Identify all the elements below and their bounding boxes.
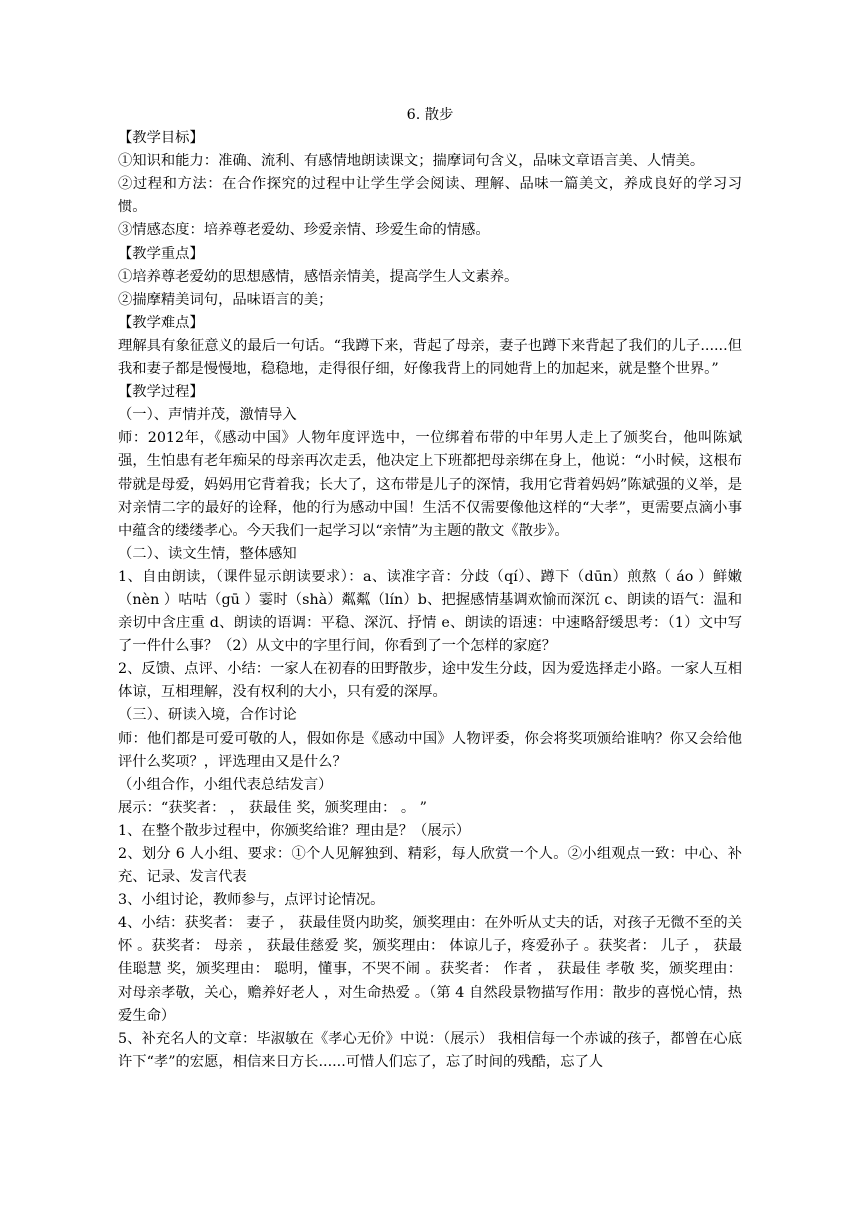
- section-heading-difficulties: 【教学难点】: [118, 314, 204, 331]
- section-heading-key-points: 【教学重点】: [118, 245, 204, 262]
- step-1-text: 师：2012年，《感动中国》人物年度评选中，一位绑着布带的中年男人走上了颁奖台，他叫陈斌强，生怕患有老年痴呆的母亲再次走丢，他决定上下班都把母亲绑在身上，他说：“小时候，这根布带就是母爱，妈妈用它背着我；长大了，这布带是儿子的深情，我用它背着妈妈”陈斌强的义举，是对亲情二字的最好的诠释，他的行为感动中国！生活不仅需要像他这样的“大孝”，更需要点滴小事中蕴含的缕缕孝心。今天我们一起学习以“亲情”为主题的散文《散步》。: [118, 430, 742, 539]
- step-3-item-5: 5、补充名人的文章：毕淑敏在《孝心无价》中说：（展示） 我相信每一个赤诚的孩子，都曾在心底许下“孝”的宏愿，相信来日方长......可惜人们忘了，忘了时间的残酷，忘了人: [118, 1030, 742, 1070]
- step-1-heading: （一）、声情并茂，激情导入: [118, 407, 297, 424]
- section-heading-objectives: 【教学目标】: [118, 130, 204, 147]
- step-3-heading: （三）、研读入境，合作讨论: [118, 707, 297, 724]
- objective-knowledge: ①知识和能力：准确、流利、有感情地朗读课文；揣摩词句含义，品味文章语言美、人情美。: [118, 153, 705, 170]
- step-3-question: 师：他们都是可爱可敬的人，假如你是《感动中国》人物评委，你会将奖项颁给谁呐？你又会给他评什么奖项？，评选理由又是什么？: [118, 730, 742, 770]
- step-3-item-2: 2、划分 6 人小组、要求：①个人见解独到、精彩，每人欣赏一个人。②小组观点一致：中心、补充、记录、发言代表: [118, 846, 742, 886]
- key-point-1: ①培养尊老爱幼的思想感情，感悟亲情美，提高学生人文素养。: [118, 268, 519, 285]
- step-3-group-note: （小组合作，小组代表总结发言）: [118, 776, 333, 793]
- step-3-item-4: 4、小结：获奖者： 妻子 ， 获最佳贤内助奖，颁奖理由：在外听从丈夫的话，对孩子无微不至的关怀 。获奖者： 母亲 ， 获最佳慈爱 奖，颁奖理由： 体谅儿子，疼爱孙子 。获奖者： 儿子 ， 获最佳聪慧 奖，颁奖理由： 聪明，懂事，不哭不闹 。获奖者： 作者 ， 获最佳 孝敬 奖，颁奖理由： 对母亲孝敬，关心，赡养好老人 ，对生命热爱 。（第 4 自然段景物描写作用：散步的喜悦心情，热爱生命）: [118, 915, 742, 1024]
- difficulty-text: 理解具有象征意义的最后一句话。“我蹲下来，背起了母亲，妻子也蹲下来背起了我们的儿子......但我和妻子都是慢慢地，稳稳地，走得很仔细，好像我背上的同她背上的加起来，就是整个世界。”: [118, 337, 742, 378]
- objective-emotion: ③情感态度：培养尊老爱幼、珍爱亲情、珍爱生命的情感。: [118, 222, 490, 239]
- step-3-item-1: 1、在整个散步过程中，你颁奖给谁？理由是？（展示）: [118, 822, 471, 839]
- document-page: [118, 104, 742, 1074]
- key-point-2: ②揣摩精美词句，品味语言的美；: [118, 291, 333, 308]
- step-2-reading: 1、自由朗读，（课件显示朗读要求）：a、读准字音：分歧（qí）、蹲下（dūn）煎熬（ áo ）鲜嫩（nèn ）咕咕（gū ）霎时（shà）粼粼（lín）b、把握感情基调欢愉而深沉 c、朗读的语气：温和亲切中含庄重 d、朗读的语调：平稳、深沉、抒情 e、朗读的语速：中速略舒缓思考：（1）文中写了一件什么事？（2）从文中的字里行间，你看到了一个怎样的家庭？: [118, 568, 742, 655]
- objective-process: ②过程和方法：在合作探究的过程中让学生学会阅读、理解、品味一篇美文，养成良好的学习习惯。: [118, 176, 742, 216]
- step-3-display: 展示：“获奖者： ， 获最佳 奖，颁奖理由： 。 ”: [118, 799, 427, 816]
- section-heading-process: 【教学过程】: [118, 384, 204, 401]
- step-2-feedback: 2、反馈、点评、小结：一家人在初春的田野散步，途中发生分歧，因为爱选择走小路。一家人互相体谅，互相理解，没有权利的大小，只有爱的深厚。: [118, 661, 742, 701]
- step-3-item-3: 3、小组讨论，教师参与，点评讨论情况。: [118, 892, 385, 909]
- step-2-heading: （二）、读文生情，整体感知: [118, 545, 297, 562]
- page-title: 6. 散步: [406, 107, 454, 123]
- document-body: [118, 127, 742, 1074]
